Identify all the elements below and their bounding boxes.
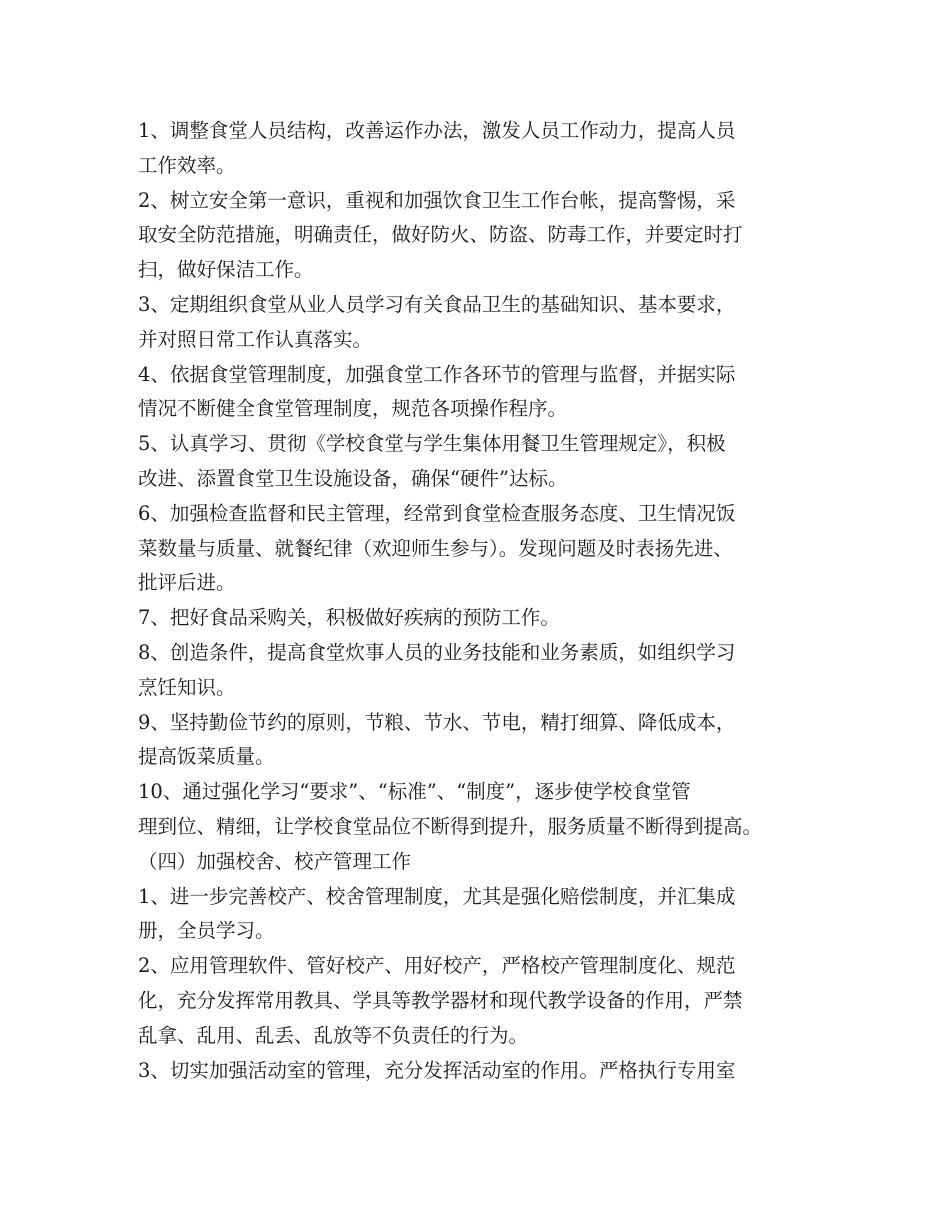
text-line: 5、认真学习、贯彻《学校食堂与学生集体用餐卫生管理规定》，积极 <box>138 432 726 456</box>
text-line: 6、加强检查监督和民主管理，经常到食堂检查服务态度、卫生情况饭 <box>138 501 736 525</box>
text-line: 批评后进。 <box>138 571 236 595</box>
text-line: 扫，做好保洁工作。 <box>138 258 314 282</box>
text-line: 8、创造条件，提高食堂炊事人员的业务技能和业务素质，如组织学习 <box>138 640 736 664</box>
text-line: 9、坚持勤俭节约的原则，节粮、节水、节电，精打细算、降低成本， <box>138 710 736 734</box>
text-line: 1、进一步完善校产、校舍管理制度，尤其是强化赔偿制度，并汇集成 <box>138 884 736 908</box>
section-heading: （四）加强校舍、校产管理工作 <box>138 849 412 873</box>
text-line: 1、调整食堂人员结构，改善运作办法，激发人员工作动力，提高人员 <box>138 119 736 142</box>
text-line: 改进、添置食堂卫生设施设备，确保“硬件”达标。 <box>138 466 568 490</box>
text-line: 2、树立安全第一意识，重视和加强饮食卫生工作台帐，提高警惕，采 <box>138 188 736 212</box>
text-line: 菜数量与质量、就餐纪律（欢迎师生参与）。发现问题及时表扬先进、 <box>138 536 733 560</box>
text-line: 3、切实加强活动室的管理，充分发挥活动室的作用。严格执行专用室 <box>138 1058 736 1082</box>
text-line: 乱拿、乱用、乱丢、乱放等不负责任的行为。 <box>138 1023 529 1047</box>
text-line: 7、把好食品采购关，积极做好疾病的预防工作。 <box>138 606 560 630</box>
text-line: 4、依据食堂管理制度，加强食堂工作各环节的管理与监督，并据实际 <box>138 362 736 386</box>
text-line: 并对照日常工作认真落实。 <box>138 327 373 351</box>
text-line: 化，充分发挥常用教具、学具等教学器材和现代教学设备的作用，严禁 <box>138 988 743 1012</box>
text-line: 情况不断健全食堂管理制度，规范各项操作程序。 <box>138 397 568 421</box>
text-line: 取安全防范措施，明确责任，做好防火、防盗、防毒工作，并要定时打 <box>138 223 743 247</box>
text-line: 工作效率。 <box>138 153 236 177</box>
text-line: 烹饪知识。 <box>138 675 236 699</box>
text-line: 理到位、精细，让学校食堂品位不断得到提升，服务质量不断得到提高。 <box>138 814 763 838</box>
text-line: 10、通过强化学习“要求”、“标准”、“制度”，逐步使学校食堂管 <box>138 780 691 804</box>
document-body <box>138 114 828 1088</box>
text-line: 提高饭菜质量。 <box>138 745 275 769</box>
text-line: 2、应用管理软件、管好校产、用好校产，严格校产管理制度化、规范 <box>138 954 736 978</box>
text-line: 册，全员学习。 <box>138 919 275 943</box>
text-line: 3、定期组织食堂从业人员学习有关食品卫生的基础知识、基本要求， <box>138 292 736 316</box>
